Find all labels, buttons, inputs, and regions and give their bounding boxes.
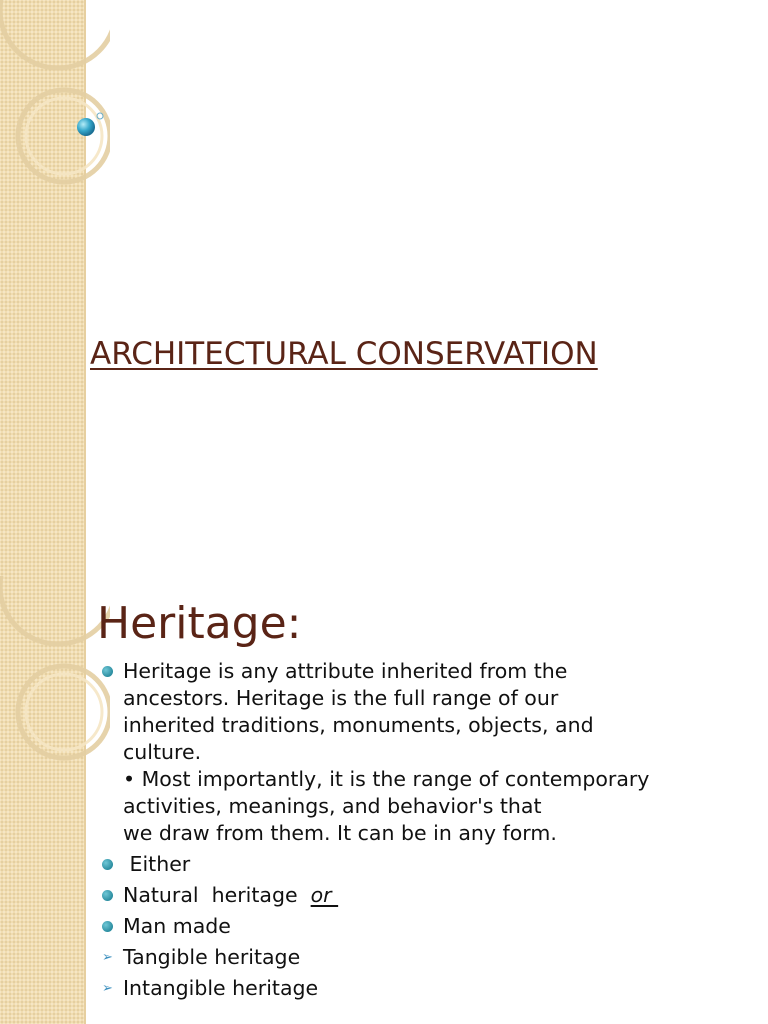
content-slide (0, 576, 768, 1024)
slide-title: ARCHITECTURAL CONSERVATION (90, 336, 598, 372)
paragraph-line: Heritage is any attribute inherited from the (123, 659, 568, 683)
list-item (102, 975, 742, 1002)
either-text: Either (123, 852, 191, 876)
paragraph-line: we draw from them. It can be in any form. (123, 821, 557, 845)
teal-circle-bullet-icon (102, 859, 113, 870)
teal-circle-bullet-icon (102, 666, 113, 677)
paragraph-line: activities, meanings, and behavior's that (123, 794, 542, 818)
paragraph-line: inherited traditions, monuments, objects, and (123, 713, 594, 737)
list-item (102, 658, 742, 847)
arrow-right-bullet-icon: ➢ (102, 981, 113, 996)
list-item (102, 851, 742, 878)
teal-circle-bullet-icon (102, 890, 113, 901)
arrow-right-bullet-icon: ➢ (102, 950, 113, 965)
ring-decoration-icon (0, 0, 110, 200)
paragraph-line: culture. (123, 740, 202, 764)
teal-circle-bullet-icon (102, 921, 113, 932)
list-item (102, 882, 742, 909)
natural-heritage-text: Natural heritage (123, 883, 311, 907)
list-item (102, 944, 742, 971)
paragraph-line: • Most importantly, it is the range of contemporary (123, 767, 650, 791)
list-item (102, 913, 742, 940)
paragraph-line: ancestors. Heritage is the full range of our (123, 686, 559, 710)
section-heading: Heritage: (97, 598, 302, 649)
or-text: or (310, 883, 339, 907)
ring-decoration-icon (0, 576, 110, 776)
intangible-heritage-text: Intangible heritage (123, 976, 319, 1000)
tangible-heritage-text: Tangible heritage (123, 945, 301, 969)
man-made-text: Man made (123, 914, 231, 938)
bullet-list (102, 658, 742, 1006)
